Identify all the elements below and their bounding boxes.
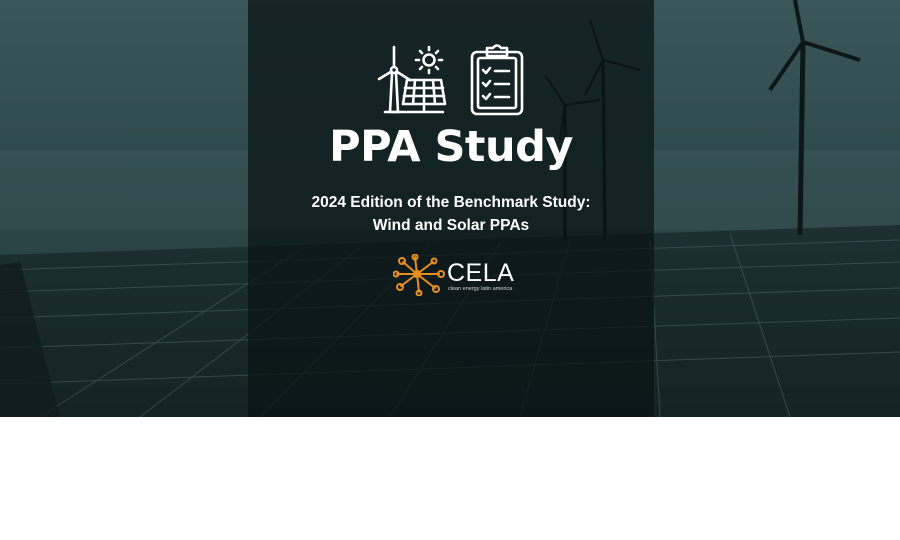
logo-tagline: clean energy latin america: [448, 286, 513, 292]
clipboard-checklist-icon: [469, 44, 525, 116]
subtitle-line-2: Wind and Solar PPAs: [372, 217, 530, 234]
title-panel: [248, 0, 654, 417]
cela-logo: [393, 254, 513, 296]
network-nodes-icon: [393, 254, 447, 296]
wind-solar-icon: [377, 44, 447, 116]
subtitle-line-1: 2024 Edition of the Benchmark Study:: [311, 194, 591, 211]
page-title: PPA Study: [329, 122, 573, 172]
logo-wordmark: CELA: [447, 259, 515, 287]
subtitle: [248, 191, 654, 237]
icon-row: [248, 44, 654, 118]
